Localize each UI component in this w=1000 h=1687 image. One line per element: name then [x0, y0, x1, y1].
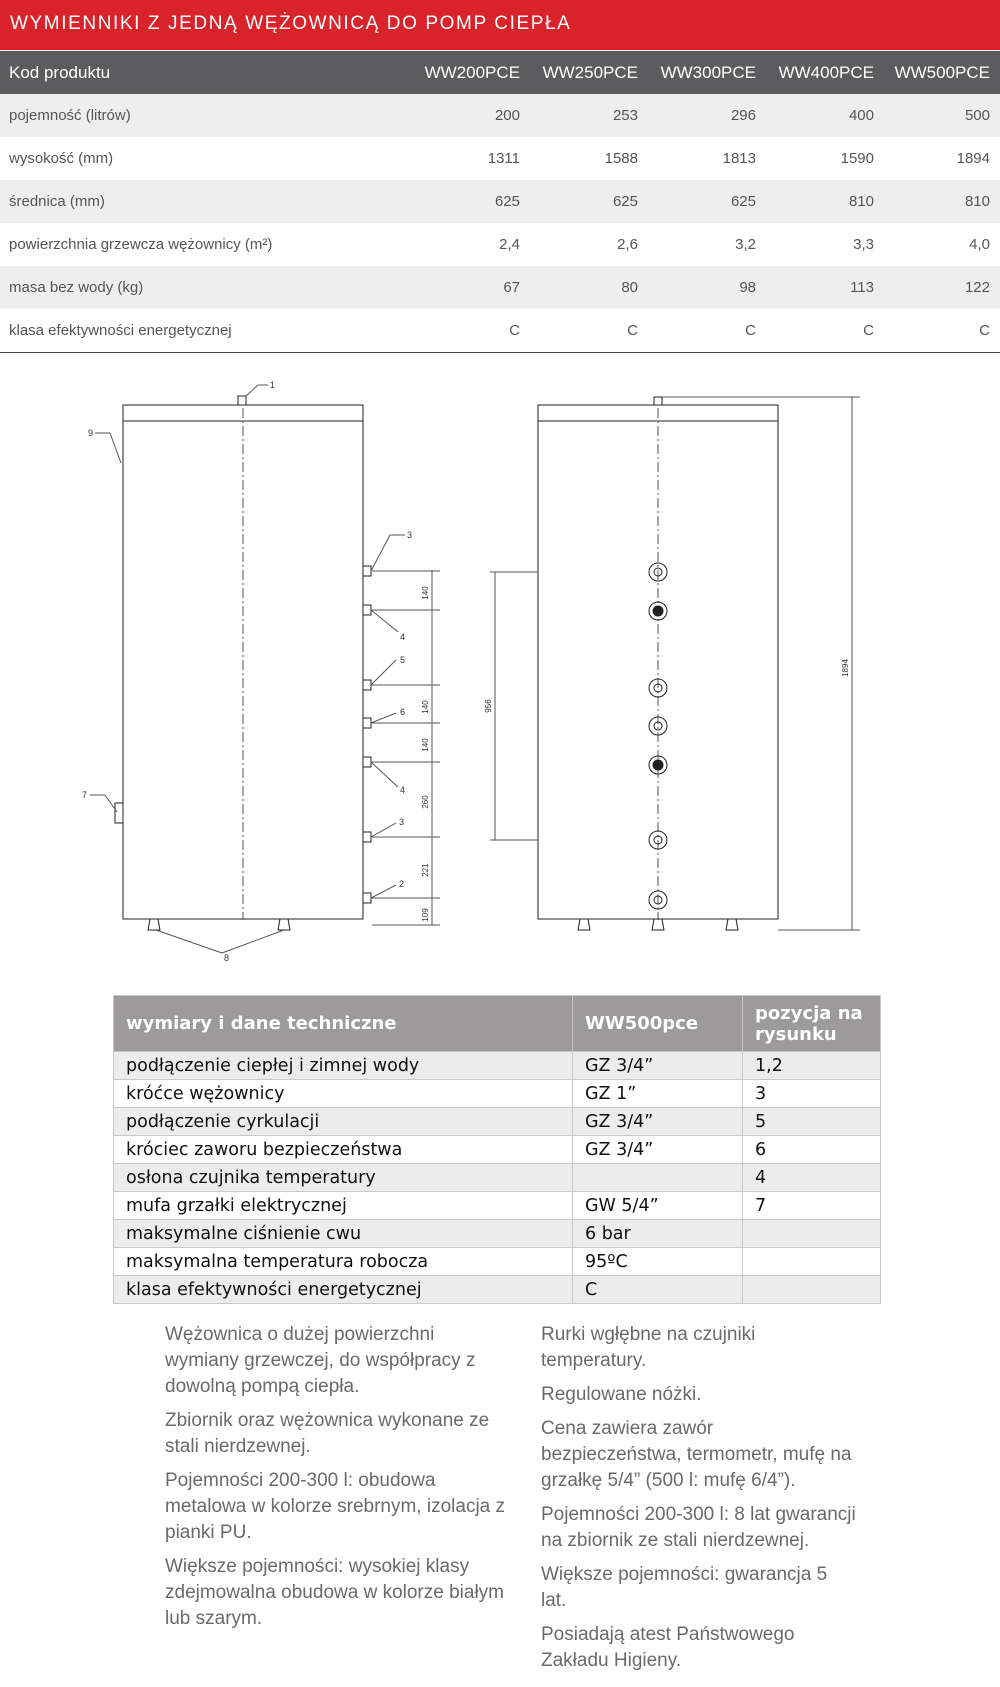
- cell-value: 1590: [840, 150, 874, 167]
- leader-line: [371, 660, 396, 685]
- dimension-label: 140: [421, 586, 430, 600]
- cell-position: 7: [743, 1192, 881, 1220]
- model-code: WW200PCE: [415, 51, 530, 94]
- header-cell: pozycja na rysunku: [743, 996, 881, 1052]
- cell-value: 400: [766, 94, 884, 137]
- dimension-label: 260: [421, 795, 430, 809]
- leader-line: [371, 823, 396, 837]
- table-row: [0, 137, 1000, 180]
- cell-value: 113: [766, 266, 884, 309]
- cell-value: 6 bar: [573, 1220, 743, 1248]
- leader-line: [222, 930, 284, 953]
- product-table-header: [0, 51, 1000, 94]
- cell-value: 1894: [956, 150, 990, 167]
- cell-label: maksymalna temperatura robocza: [114, 1248, 573, 1276]
- top-connection: [654, 397, 662, 405]
- callout-number: 3: [407, 530, 413, 540]
- row-label: średnica (mm): [0, 180, 415, 223]
- product-spec-table: [0, 51, 1000, 353]
- cell-value: 3,2: [735, 236, 756, 253]
- cell-value: C: [766, 309, 884, 353]
- cell-value: [573, 1164, 743, 1192]
- cell-position: 1,2: [743, 1052, 881, 1080]
- model-code: WW400PCE: [766, 51, 884, 94]
- feature-paragraph: Wężownica o dużej powierzchni wymiany grzewczej, do współpracy z dowolną pompą ciepła.: [165, 1324, 476, 1397]
- table-row: [114, 1108, 881, 1136]
- cell-position: 3: [743, 1080, 881, 1108]
- cell-position: [743, 1276, 881, 1304]
- dimension-label: 109: [421, 908, 430, 922]
- cell-value: 67: [415, 266, 530, 309]
- cell-value: C: [648, 309, 766, 353]
- connection: [363, 757, 371, 767]
- cell-value: C: [884, 309, 1000, 353]
- table-row: [0, 94, 1000, 137]
- connection: [363, 566, 371, 576]
- leader-line: [371, 535, 390, 571]
- feature-paragraph: Większe pojemności: gwarancja 5 lat.: [541, 1564, 828, 1611]
- table-row: [114, 1276, 881, 1304]
- table-row: [114, 1052, 881, 1080]
- connection: [363, 605, 371, 615]
- cell-position: [743, 1248, 881, 1276]
- row-label: pojemność (litrów): [0, 94, 415, 137]
- header-label: Kod produktu: [0, 51, 415, 94]
- cell-value: 625: [530, 180, 648, 223]
- connection-inner: [653, 606, 663, 616]
- leader-line: [156, 930, 222, 953]
- table-row: [114, 1220, 881, 1248]
- callout-number: 9: [88, 428, 94, 438]
- feature-paragraph: Większe pojemności: wysokiej klasy zdejmowalna obudowa w kolorze białym lub szarym.: [165, 1556, 505, 1629]
- table-row: [114, 1164, 881, 1192]
- foot: [148, 919, 160, 930]
- cell-value: 2,4: [499, 236, 520, 253]
- table-row: [114, 1192, 881, 1220]
- technical-data-table: [113, 995, 881, 1304]
- cell-value: GZ 3/4”: [573, 1052, 743, 1080]
- features-right: [541, 1322, 856, 1682]
- cell-value: 122: [884, 266, 1000, 309]
- model-code: WW300PCE: [648, 51, 766, 94]
- cell-value: 1311: [487, 150, 520, 167]
- callout-number: 3: [399, 817, 405, 827]
- cell-value: 80: [530, 266, 648, 309]
- model-code: WW250PCE: [530, 51, 648, 94]
- cell-value: C: [530, 309, 648, 353]
- leader-line: [371, 762, 398, 787]
- cell-label: mufa grzałki elektrycznej: [114, 1192, 573, 1220]
- connection: [363, 718, 371, 728]
- tech-table-header: [114, 996, 881, 1052]
- row-label: klasa efektywności energetycznej: [0, 309, 415, 353]
- cell-value: 2,6: [617, 236, 638, 253]
- cell-value: 296: [648, 94, 766, 137]
- cell-label: króćce wężownicy: [114, 1080, 573, 1108]
- cell-value: GZ 3/4”: [573, 1136, 743, 1164]
- callout-number: 4: [400, 632, 406, 642]
- leader-line: [371, 713, 396, 723]
- row-label: powierzchnia grzewcza wężownicy (m²): [9, 236, 273, 253]
- cell-label: maksymalne ciśnienie cwu: [114, 1220, 573, 1248]
- table-row: [114, 1248, 881, 1276]
- leader-line: [371, 610, 398, 632]
- cell-value: 500: [884, 94, 1000, 137]
- cell-value: 3,3: [853, 236, 874, 253]
- cell-value: 625: [648, 180, 766, 223]
- connection: [363, 893, 371, 903]
- cell-value: C: [415, 309, 530, 353]
- table-row: [0, 309, 1000, 353]
- cell-value: 200: [415, 94, 530, 137]
- cell-label: klasa efektywności energetycznej: [114, 1276, 573, 1304]
- cell-label: osłona czujnika temperatury: [114, 1164, 573, 1192]
- cell-value: 1813: [722, 150, 756, 167]
- feature-paragraph: Pojemności 200-300 l: obudowa metalowa w kolorze srebrnym, izolacja z pianki PU.: [165, 1470, 506, 1543]
- cell-position: 4: [743, 1164, 881, 1192]
- technical-drawing: [0, 360, 1000, 970]
- connection: [363, 680, 371, 690]
- feature-paragraph: Cena zawiera zawór bezpieczeństwa, termometr, mufę na grzałkę 5/4” (500 l: mufę 6/4”).: [541, 1418, 852, 1491]
- feature-paragraph: Posiadają atest Państwowego Zakładu Higieny.: [541, 1624, 795, 1671]
- dimension-label: 140: [421, 738, 430, 752]
- header-cell: wymiary i dane techniczne: [114, 996, 573, 1052]
- cell-position: [743, 1220, 881, 1248]
- front-view: [484, 397, 860, 930]
- feature-paragraph: Zbiornik oraz wężownica wykonane ze stali nierdzewnej.: [165, 1410, 490, 1457]
- table-row: [0, 266, 1000, 309]
- feature-paragraph: Regulowane nóżki.: [541, 1384, 702, 1405]
- cell-value: 253: [530, 94, 648, 137]
- cell-value: 1588: [604, 150, 638, 167]
- cell-value: 4,0: [969, 236, 990, 253]
- top-connection: [238, 396, 246, 405]
- cell-value: 810: [766, 180, 884, 223]
- connection-inner: [653, 760, 663, 770]
- cell-label: podłączenie cyrkulacji: [114, 1108, 573, 1136]
- callout-number: 4: [400, 785, 406, 795]
- cell-value: 810: [884, 180, 1000, 223]
- heater-muff: [115, 803, 123, 823]
- cell-label: podłączenie ciepłej i zimnej wody: [114, 1052, 573, 1080]
- foot: [652, 919, 664, 930]
- callout-number: 8: [224, 953, 230, 963]
- cell-position: 6: [743, 1136, 881, 1164]
- feature-paragraph: Rurki wgłębne na czujniki temperatury.: [541, 1324, 756, 1371]
- page-header: [0, 0, 1000, 50]
- cell-value: GZ 1”: [573, 1080, 743, 1108]
- page-title: WYMIENNIKI Z JEDNĄ WĘŻOWNICĄ DO POMP CIEPŁA: [10, 13, 572, 34]
- side-view: [82, 380, 440, 963]
- cell-value: 98: [648, 266, 766, 309]
- table-row: [0, 180, 1000, 223]
- callout-number: 1: [270, 380, 276, 390]
- dimension-label: 1894: [841, 659, 850, 677]
- row-label: masa bez wody (kg): [0, 266, 415, 309]
- leader-line: [246, 385, 258, 396]
- cell-value: 625: [415, 180, 530, 223]
- leader-line: [371, 885, 396, 898]
- dimension-label: 140: [421, 700, 430, 714]
- table-row: [114, 1080, 881, 1108]
- cell-position: 5: [743, 1108, 881, 1136]
- header-cell: WW500pce: [573, 996, 743, 1052]
- table-row: [114, 1136, 881, 1164]
- feature-paragraph: Pojemności 200-300 l: 8 lat gwarancji na zbiornik ze stali nierdzewnej.: [541, 1504, 856, 1551]
- model-code: WW500PCE: [884, 51, 1000, 94]
- foot: [578, 919, 590, 930]
- callout-number: 7: [82, 790, 88, 800]
- connection: [363, 832, 371, 842]
- cell-value: C: [573, 1276, 743, 1304]
- leader-line: [110, 433, 121, 463]
- foot: [278, 919, 290, 930]
- callout-number: 2: [399, 879, 405, 889]
- foot: [726, 919, 738, 930]
- cell-value: GW 5/4”: [573, 1192, 743, 1220]
- cell-value: GZ 3/4”: [573, 1108, 743, 1136]
- cell-label: króciec zaworu bezpieczeństwa: [114, 1136, 573, 1164]
- table-row: [0, 223, 1000, 266]
- callout-number: 5: [400, 655, 406, 665]
- row-label: wysokość (mm): [9, 150, 114, 167]
- dimension-label: 221: [421, 863, 430, 877]
- cell-value: 95ºC: [573, 1248, 743, 1276]
- dimension-label: 956: [484, 699, 493, 713]
- features-left: [165, 1322, 510, 1640]
- callout-number: 6: [400, 707, 406, 717]
